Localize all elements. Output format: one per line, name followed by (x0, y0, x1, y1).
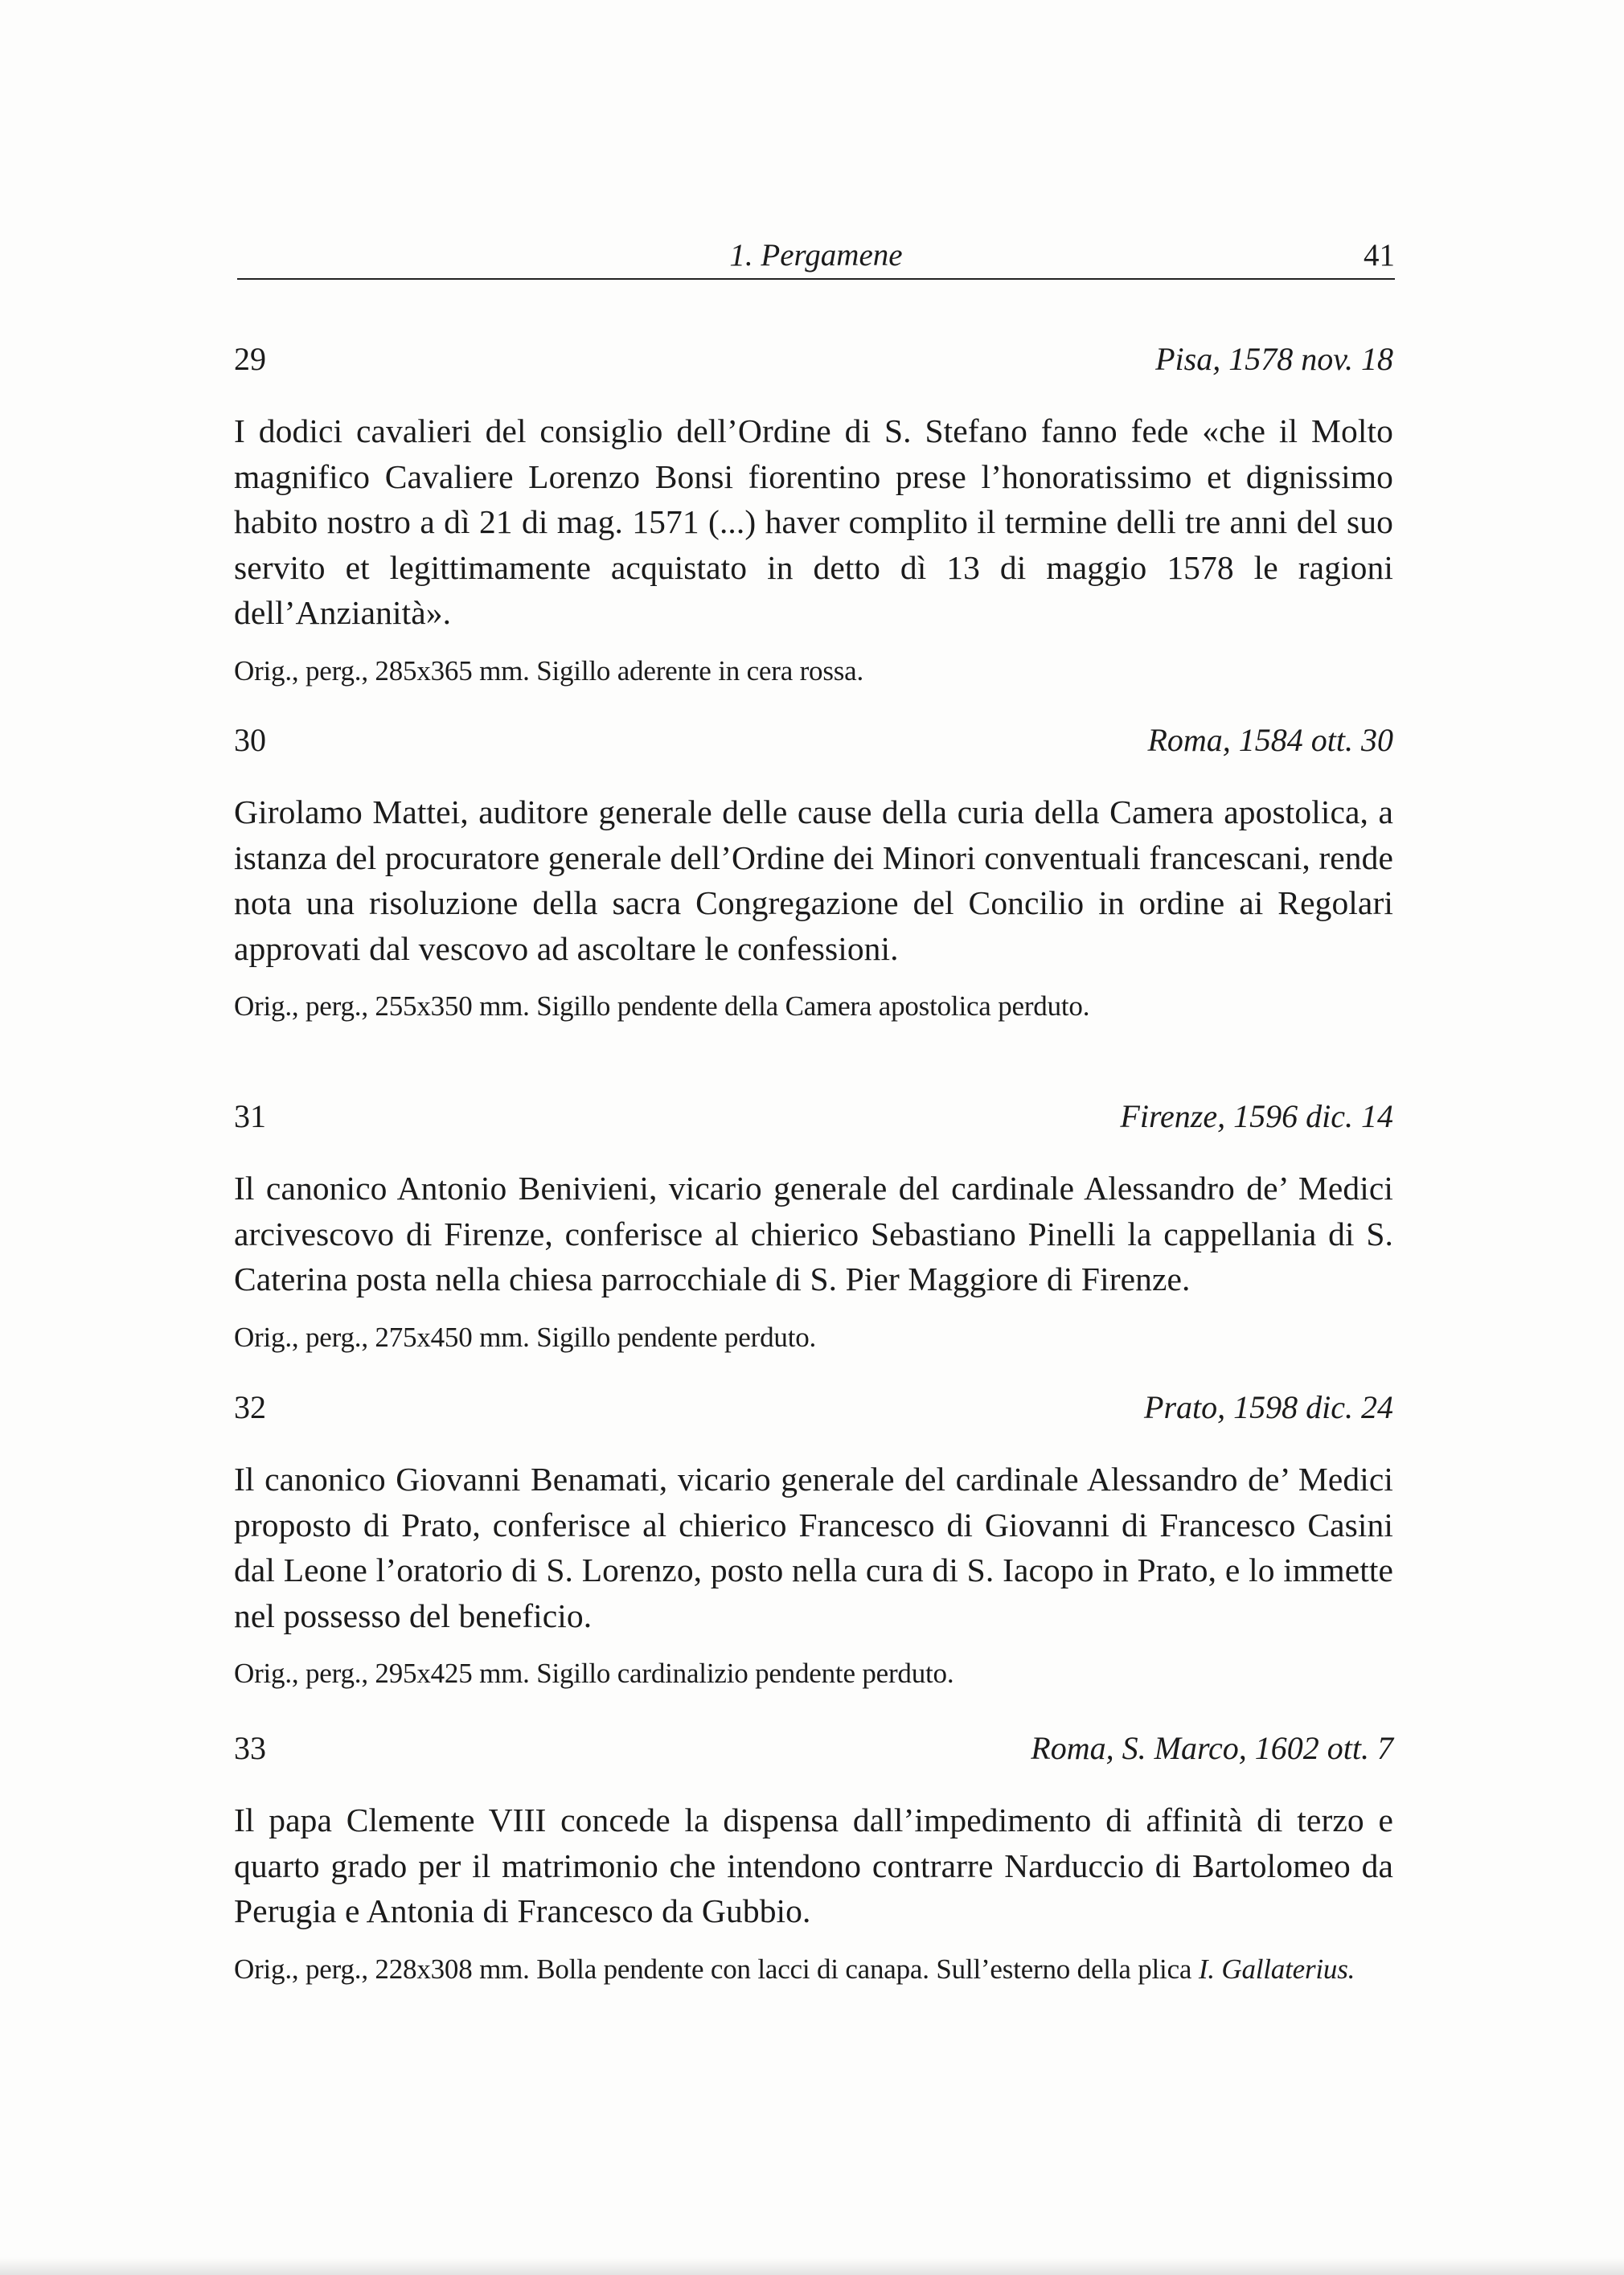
entry-note: Orig., perg., 295x425 mm. Sigillo cardinalizio pendente perduto. (234, 1658, 954, 1689)
entry-body: Girolamo Mattei, auditore generale delle cause della curia della Camera apostolica, a istanza del procuratore generale dell’Ordine dei Minori conventuali francescani, rende nota una risoluzione della sacra Congregazione del Concilio in ordine ai Regolari approvati dal vescovo ad ascoltare le confessioni. (234, 793, 1393, 967)
entry-number: 32 (234, 1389, 266, 1425)
entry-date: Roma, S. Marco, 1602 ott. 7 (1031, 1730, 1393, 1766)
entry-heading (234, 1388, 1393, 1433)
entry-heading (234, 1097, 1393, 1142)
entry-29 (234, 339, 1393, 689)
entry-note: Orig., perg., 285x365 mm. Sigillo aderente in cera rossa. (234, 654, 864, 687)
running-header (237, 238, 1395, 280)
entry-note: Orig., perg., 255x350 mm. Sigillo pendente della Camera apostolica perduto. (234, 990, 1090, 1022)
entry-number: 30 (234, 722, 266, 758)
entry-33 (234, 1728, 1393, 1987)
entry-note-text: Orig., perg., 228x308 mm. Bolla pendente con lacci di canapa. Sull’esterno della plica (234, 1953, 1192, 1985)
entry-note-italic: I. Gallaterius. (1198, 1953, 1355, 1985)
entry-date: Prato, 1598 dic. 24 (1144, 1389, 1393, 1425)
entry-note: Orig., perg., 275x450 mm. Sigillo pendente perduto. (234, 1321, 817, 1353)
entry-number: 33 (234, 1730, 266, 1766)
entry-date: Roma, 1584 ott. 30 (1147, 722, 1393, 758)
running-title: 1. Pergamene (729, 238, 903, 273)
entry-heading (234, 339, 1393, 384)
entry-number: 29 (234, 341, 266, 377)
entry-heading (234, 720, 1393, 765)
page-number: 41 (1364, 238, 1395, 273)
entry-date: Firenze, 1596 dic. 14 (1120, 1098, 1393, 1134)
entry-number: 31 (234, 1098, 266, 1134)
entry-heading (234, 1728, 1393, 1773)
entry-date: Pisa, 1578 nov. 18 (1155, 341, 1393, 377)
entry-32 (234, 1388, 1393, 1691)
entry-31 (234, 1097, 1393, 1355)
entry-note (234, 1952, 1393, 1987)
entry-body: Il canonico Antonio Benivieni, vicario generale del cardinale Alessandro de’ Medici arcivescovo di Firenze, conferisce al chierico Sebastiano Pinelli la cappellania di S. Caterina posta nella chiesa parrocchiale di S. Pier Maggiore di Firenze. (234, 1170, 1393, 1297)
entry-body: I dodici cavalieri del consiglio dell’Ordine di S. Stefano fanno fede «che il Molto magnifico Cavaliere Lorenzo Bonsi fiorentino prese l’honoratissimo et dignissimo habito nostro a dì 21 di mag. 1571 (...) haver complito il termine delli tre anni del suo servito et legittimamente acquistato in detto dì 13 di maggio 1578 le ragioni dell’Anzianità». (234, 412, 1393, 631)
entry-body: Il canonico Giovanni Benamati, vicario generale del cardinale Alessandro de’ Medici proposto di Prato, conferisce al chierico Francesco di Giovanni di Francesco Casini dal Leone l’oratorio di S. Lorenzo, posto nella cura di S. Iacopo in Prato, e lo immette nel possesso del beneficio. (234, 1461, 1393, 1634)
page-edge-shadow (0, 2257, 1624, 2275)
entry-30 (234, 720, 1393, 1024)
entry-body: Il papa Clemente VIII concede la dispensa dall’impedimento di affinità di terzo e quarto grado per il matrimonio che intendono contrarre Narduccio di Bartolomeo da Perugia e Antonia di Francesco da Gubbio. (234, 1802, 1393, 1929)
